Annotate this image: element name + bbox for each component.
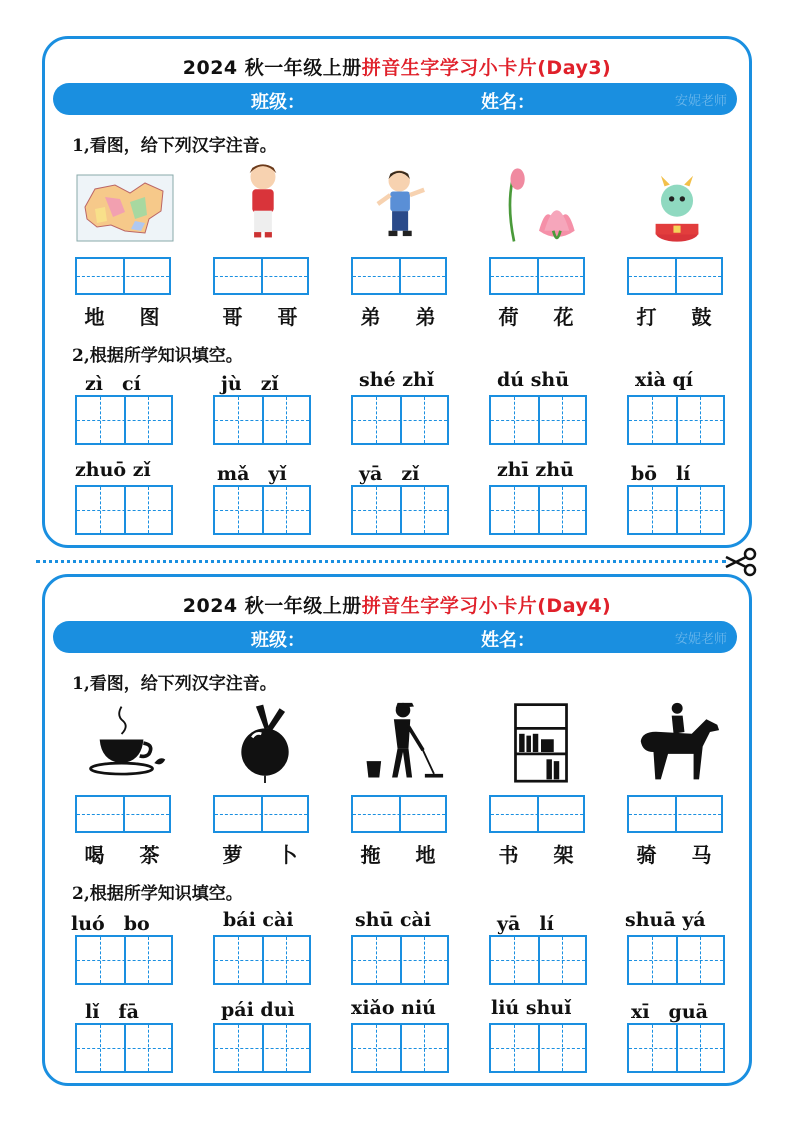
running-boy-icon (351, 163, 451, 245)
pinyin-prompt: xiǎo niú (351, 997, 436, 1019)
tianzige-box[interactable] (489, 395, 587, 445)
tianzige-box[interactable] (627, 485, 725, 535)
word-label: 打 鼓 (636, 305, 726, 329)
pinyin-prompt: jù zǐ (221, 373, 279, 395)
pinyin-prompt: bō lí (631, 463, 691, 485)
section-2-heading: 2,根据所学知识填空。 (72, 346, 243, 366)
word-label: 荷 花 (498, 305, 588, 329)
pinyin-prompt: zì cí (85, 373, 141, 395)
pinyin-prompt: dú shū (497, 369, 570, 391)
card-title: 2024 秋一年级上册拼音生字学习小卡片(Day4) (182, 595, 612, 617)
word-label: 地 图 (84, 305, 174, 329)
section-1-heading: 1,看图，给下列汉字注音。 (72, 674, 277, 694)
map-icon (75, 167, 175, 249)
info-bar (53, 621, 737, 653)
name-label: 姓名： (481, 92, 535, 113)
pinyin-prompt: shū cài (355, 909, 432, 931)
tianzige-box[interactable] (213, 1023, 311, 1073)
tea-cup-icon (77, 703, 177, 785)
tianzige-box[interactable] (75, 1023, 173, 1073)
word-label: 书 架 (498, 843, 588, 867)
pinyin-answer-box[interactable] (489, 257, 585, 295)
name-label: 姓名： (481, 630, 535, 651)
tianzige-box[interactable] (213, 395, 311, 445)
pinyin-answer-box[interactable] (627, 795, 723, 833)
pinyin-prompt: bái cài (223, 909, 294, 931)
pinyin-prompt: zhuō zǐ (75, 459, 151, 481)
pinyin-prompt: mǎ yǐ (217, 463, 287, 485)
pinyin-answer-box[interactable] (351, 795, 447, 833)
tianzige-box[interactable] (75, 485, 173, 535)
tianzige-box[interactable] (75, 395, 173, 445)
pinyin-answer-box[interactable] (489, 795, 585, 833)
pinyin-answer-box[interactable] (213, 795, 309, 833)
radish-icon (215, 701, 315, 783)
watermark: 安妮老师 (674, 94, 727, 109)
pinyin-prompt: xī guā (631, 1001, 708, 1023)
pinyin-answer-box[interactable] (75, 795, 171, 833)
tianzige-box[interactable] (213, 485, 311, 535)
tianzige-box[interactable] (213, 935, 311, 985)
pinyin-prompt: lǐ fā (85, 1001, 139, 1023)
pinyin-prompt: yā lí (497, 913, 554, 935)
pinyin-answer-box[interactable] (75, 257, 171, 295)
mopping-person-icon (353, 701, 453, 783)
boy-icon (213, 159, 313, 241)
bookshelf-icon (491, 701, 591, 783)
card-title: 2024 秋一年级上册拼音生字学习小卡片(Day3) (182, 57, 612, 79)
pinyin-prompt: luó bo (71, 913, 150, 935)
tianzige-box[interactable] (351, 1023, 449, 1073)
info-bar (53, 83, 737, 115)
tianzige-box[interactable] (489, 1023, 587, 1073)
pinyin-prompt: zhī zhū (497, 459, 574, 481)
section-2-heading: 2,根据所学知识填空。 (72, 884, 243, 904)
scissors-icon (724, 547, 760, 577)
watermark: 安妮老师 (674, 632, 727, 647)
pinyin-prompt: xià qí (635, 369, 693, 391)
section-1-heading: 1,看图，给下列汉字注音。 (72, 136, 277, 156)
tianzige-box[interactable] (489, 935, 587, 985)
word-label: 骑 马 (636, 843, 726, 867)
dragon-drum-icon (627, 165, 727, 247)
tianzige-box[interactable] (351, 485, 449, 535)
class-label: 班级： (251, 630, 305, 651)
tianzige-box[interactable] (627, 395, 725, 445)
word-label: 喝 茶 (84, 843, 174, 867)
tianzige-box[interactable] (351, 395, 449, 445)
tianzige-box[interactable] (489, 485, 587, 535)
tianzige-box[interactable] (627, 1023, 725, 1073)
word-label: 哥 哥 (222, 305, 312, 329)
cut-line (36, 560, 726, 563)
word-label: 萝 卜 (222, 843, 312, 867)
word-label: 弟 弟 (360, 305, 450, 329)
tianzige-box[interactable] (627, 935, 725, 985)
pinyin-answer-box[interactable] (627, 257, 723, 295)
flashcard-day4 (42, 574, 752, 1086)
pinyin-prompt: pái duì (221, 999, 295, 1021)
horse-rider-icon (629, 701, 729, 783)
pinyin-prompt: liú shuǐ (491, 997, 572, 1019)
tianzige-box[interactable] (351, 935, 449, 985)
tianzige-box[interactable] (75, 935, 173, 985)
flashcard-day3 (42, 36, 752, 548)
lotus-icon (489, 163, 589, 245)
pinyin-answer-box[interactable] (351, 257, 447, 295)
pinyin-prompt: shuā yá (625, 909, 706, 931)
word-label: 拖 地 (360, 843, 450, 867)
class-label: 班级： (251, 92, 305, 113)
pinyin-prompt: shé zhǐ (359, 369, 435, 391)
pinyin-prompt: yā zǐ (359, 463, 420, 485)
pinyin-answer-box[interactable] (213, 257, 309, 295)
